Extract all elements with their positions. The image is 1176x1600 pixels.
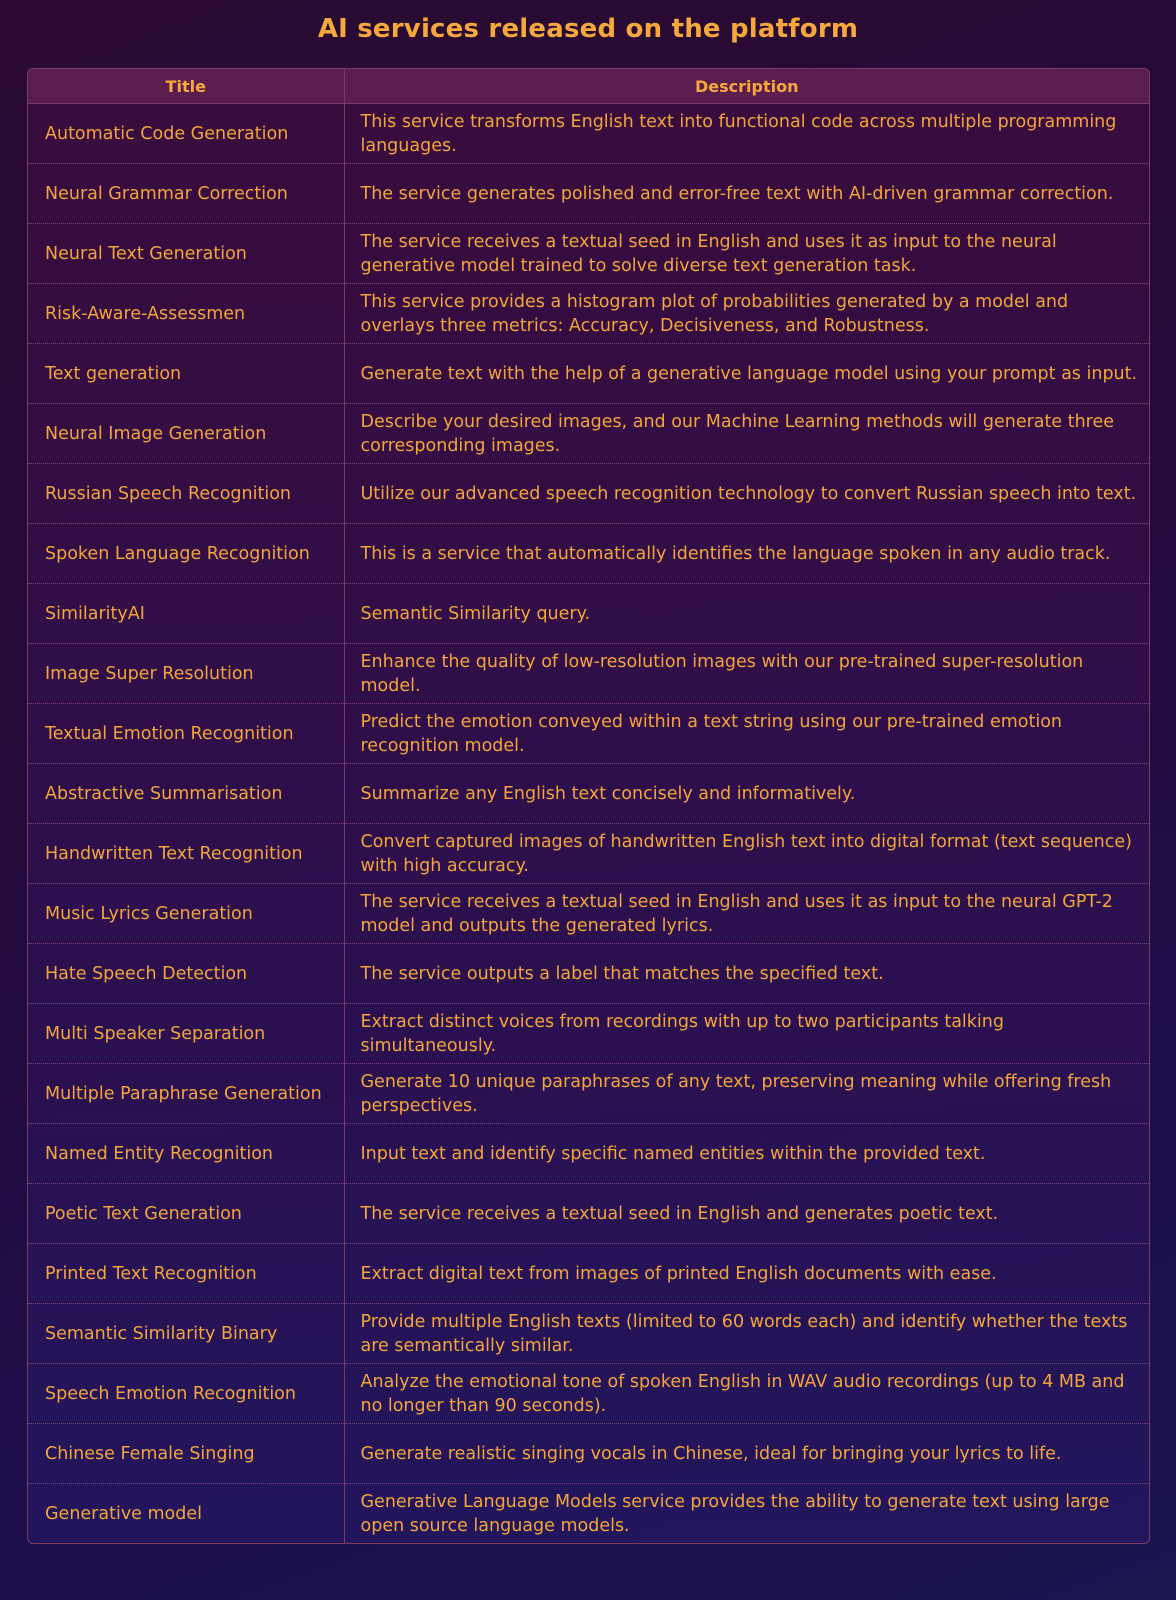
service-description: The service generates polished and error-free text with AI-driven grammar correction. — [344, 164, 1149, 224]
service-description: The service receives a textual seed in English and uses it as input to the neural generative model trained to solve diverse text generation task. — [344, 224, 1149, 284]
table-row — [28, 344, 1149, 404]
table-row — [28, 824, 1149, 884]
table-row — [28, 1244, 1149, 1304]
service-title: Printed Text Recognition — [28, 1244, 344, 1304]
table-row — [28, 584, 1149, 644]
service-title: Image Super Resolution — [28, 644, 344, 704]
service-title: Poetic Text Generation — [28, 1184, 344, 1244]
column-header-title: Title — [28, 69, 344, 104]
service-title: Multiple Paraphrase Generation — [28, 1064, 344, 1124]
service-title: Spoken Language Recognition — [28, 524, 344, 584]
service-title: Handwritten Text Recognition — [28, 824, 344, 884]
table-row — [28, 1004, 1149, 1064]
service-description: The service receives a textual seed in English and generates poetic text. — [344, 1184, 1149, 1244]
table-header-row — [28, 69, 1149, 104]
service-description: Semantic Similarity query. — [344, 584, 1149, 644]
service-title: Neural Image Generation — [28, 404, 344, 464]
service-description: Analyze the emotional tone of spoken English in WAV audio recordings (up to 4 MB and no longer than 90 seconds). — [344, 1364, 1149, 1424]
table-row — [28, 644, 1149, 704]
service-title: Hate Speech Detection — [28, 944, 344, 1004]
service-title: SimilarityAI — [28, 584, 344, 644]
table-row — [28, 1484, 1149, 1544]
table-row — [28, 1424, 1149, 1484]
service-description: Extract distinct voices from recordings with up to two participants talking simultaneously. — [344, 1004, 1149, 1064]
service-description: Utilize our advanced speech recognition technology to convert Russian speech into text. — [344, 464, 1149, 524]
service-description: Generate text with the help of a generative language model using your prompt as input. — [344, 344, 1149, 404]
table-body — [28, 104, 1149, 1544]
service-title: Speech Emotion Recognition — [28, 1364, 344, 1424]
service-description: This service transforms English text into functional code across multiple programming languages. — [344, 104, 1149, 164]
service-title: Music Lyrics Generation — [28, 884, 344, 944]
service-title: Generative model — [28, 1484, 344, 1544]
service-description: The service outputs a label that matches the specified text. — [344, 944, 1149, 1004]
table-row — [28, 464, 1149, 524]
table-row — [28, 1184, 1149, 1244]
service-description: Generate realistic singing vocals in Chinese, ideal for bringing your lyrics to life. — [344, 1424, 1149, 1484]
service-description: Input text and identify specific named entities within the provided text. — [344, 1124, 1149, 1184]
table-row — [28, 764, 1149, 824]
service-title: Neural Text Generation — [28, 224, 344, 284]
table-row — [28, 224, 1149, 284]
table-row — [28, 944, 1149, 1004]
service-description: Extract digital text from images of printed English documents with ease. — [344, 1244, 1149, 1304]
table-row — [28, 284, 1149, 344]
services-table — [28, 69, 1149, 1543]
service-title: Text generation — [28, 344, 344, 404]
column-header-description: Description — [344, 69, 1149, 104]
service-description: Enhance the quality of low-resolution images with our pre-trained super-resolution model. — [344, 644, 1149, 704]
table-row — [28, 104, 1149, 164]
service-title: Multi Speaker Separation — [28, 1004, 344, 1064]
service-description: Generate 10 unique paraphrases of any text, preserving meaning while offering fresh perspectives. — [344, 1064, 1149, 1124]
service-description: Convert captured images of handwritten English text into digital format (text sequence) with high accuracy. — [344, 824, 1149, 884]
service-title: Neural Grammar Correction — [28, 164, 344, 224]
service-description: Describe your desired images, and our Machine Learning methods will generate three corresponding images. — [344, 404, 1149, 464]
table-row — [28, 164, 1149, 224]
service-description: This service provides a histogram plot of probabilities generated by a model and overlays three metrics: Accuracy, Decisiveness, and Robustness. — [344, 284, 1149, 344]
service-description: This is a service that automatically identifies the language spoken in any audio track. — [344, 524, 1149, 584]
service-description: Predict the emotion conveyed within a text string using our pre-trained emotion recognition model. — [344, 704, 1149, 764]
table-row — [28, 404, 1149, 464]
service-description: Summarize any English text concisely and informatively. — [344, 764, 1149, 824]
service-title: Chinese Female Singing — [28, 1424, 344, 1484]
table-row — [28, 1364, 1149, 1424]
table-row — [28, 1124, 1149, 1184]
page-title: AI services released on the platform — [317, 14, 859, 44]
service-title: Risk-Aware-Assessmen — [28, 284, 344, 344]
table-row — [28, 524, 1149, 584]
services-table-container — [27, 68, 1150, 1544]
service-title: Automatic Code Generation — [28, 104, 344, 164]
table-row — [28, 884, 1149, 944]
service-title: Textual Emotion Recognition — [28, 704, 344, 764]
service-description: Generative Language Models service provides the ability to generate text using large open source language models. — [360, 1491, 1110, 1536]
table-row — [28, 1304, 1149, 1364]
table-row — [28, 1064, 1149, 1124]
table-row — [28, 704, 1149, 764]
table-header — [28, 69, 1149, 104]
service-title: Named Entity Recognition — [28, 1124, 344, 1184]
service-title: Semantic Similarity Binary — [28, 1304, 344, 1364]
service-description: Provide multiple English texts (limited to 60 words each) and identify whether the texts are semantically similar. — [344, 1304, 1149, 1364]
service-title: Russian Speech Recognition — [28, 464, 344, 524]
service-title: Abstractive Summarisation — [28, 764, 344, 824]
service-description: The service receives a textual seed in English and uses it as input to the neural GPT-2 model and outputs the generated lyrics. — [344, 884, 1149, 944]
